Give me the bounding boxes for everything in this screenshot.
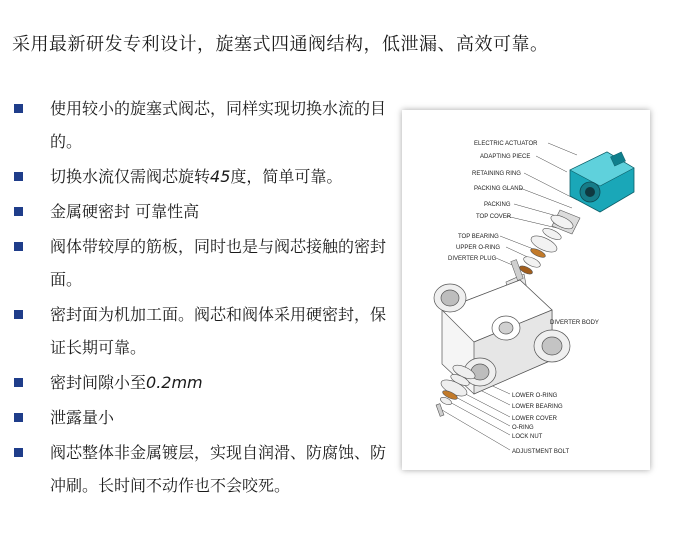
bullet-square-icon (14, 378, 23, 387)
headline: 采用最新研发专利设计，旋塞式四通阀结构，低泄漏、高效可靠。 (12, 34, 549, 55)
bullet-square-icon (14, 413, 23, 422)
label-electric-actuator: ELECTRIC ACTUATOR (474, 141, 538, 147)
list-item (12, 298, 392, 364)
label-adapting-piece: ADAPTING PIECE (480, 154, 531, 160)
label-adjustment-bolt: ADJUSTMENT BOLT (512, 449, 570, 455)
label-top-bearing: TOP BEARING (458, 234, 499, 240)
list-item (12, 401, 392, 434)
label-lock-nut: LOCK NUT (512, 434, 543, 440)
list-item (12, 195, 392, 228)
label-lower-o-ring: LOWER O-RING (512, 393, 558, 399)
feature-text: 泄露量小 (50, 408, 115, 427)
list-item (12, 160, 392, 193)
feature-text: 使用较小的旋塞式阀芯，同样实现切换水流的目的。 (50, 99, 387, 151)
label-upper-o-ring: UPPER O-RING (456, 245, 501, 251)
bullet-square-icon (14, 104, 23, 113)
feature-text: 切换水流仅需阀芯旋转45度，简单可靠。 (50, 167, 343, 186)
list-item (12, 436, 392, 502)
label-diverter-body: DIVERTER BODY (550, 320, 599, 326)
list-item (12, 230, 392, 296)
bullet-square-icon (14, 242, 23, 251)
label-lower-cover: LOWER COVER (512, 416, 558, 422)
label-lower-bearing: LOWER BEARING (512, 404, 563, 410)
electric-actuator-icon (570, 152, 634, 212)
list-item (12, 92, 392, 158)
label-retaining-ring: RETAINING RING (472, 171, 521, 177)
bullet-square-icon (14, 207, 23, 216)
feature-text: 阀芯整体非金属镀层，实现自润滑、防腐蚀、防冲刷。长时间不动作也不会咬死。 (50, 443, 387, 495)
feature-text: 阀体带较厚的筋板，同时也是与阀芯接触的密封面。 (50, 237, 387, 289)
stem-parts-icon (518, 210, 580, 276)
exploded-diagram-frame (402, 110, 650, 470)
feature-text: 密封间隙小至0.2mm (50, 373, 203, 392)
feature-list (12, 92, 392, 504)
bullet-square-icon (14, 448, 23, 457)
label-packing: PACKING (484, 202, 511, 208)
label-top-cover: TOP COVER (476, 214, 512, 220)
exploded-valve-diagram (402, 110, 650, 470)
bullet-square-icon (14, 172, 23, 181)
list-item (12, 366, 392, 399)
feature-text: 密封面为机加工面。阀芯和阀体采用硬密封，保证长期可靠。 (50, 305, 387, 357)
label-o-ring: O-RING (512, 425, 534, 431)
label-packing-gland: PACKING GLAND (474, 186, 523, 192)
label-diverter-plug: DIVERTER PLUG (448, 256, 497, 262)
feature-text: 金属硬密封 可靠性高 (50, 202, 200, 221)
bullet-square-icon (14, 310, 23, 319)
